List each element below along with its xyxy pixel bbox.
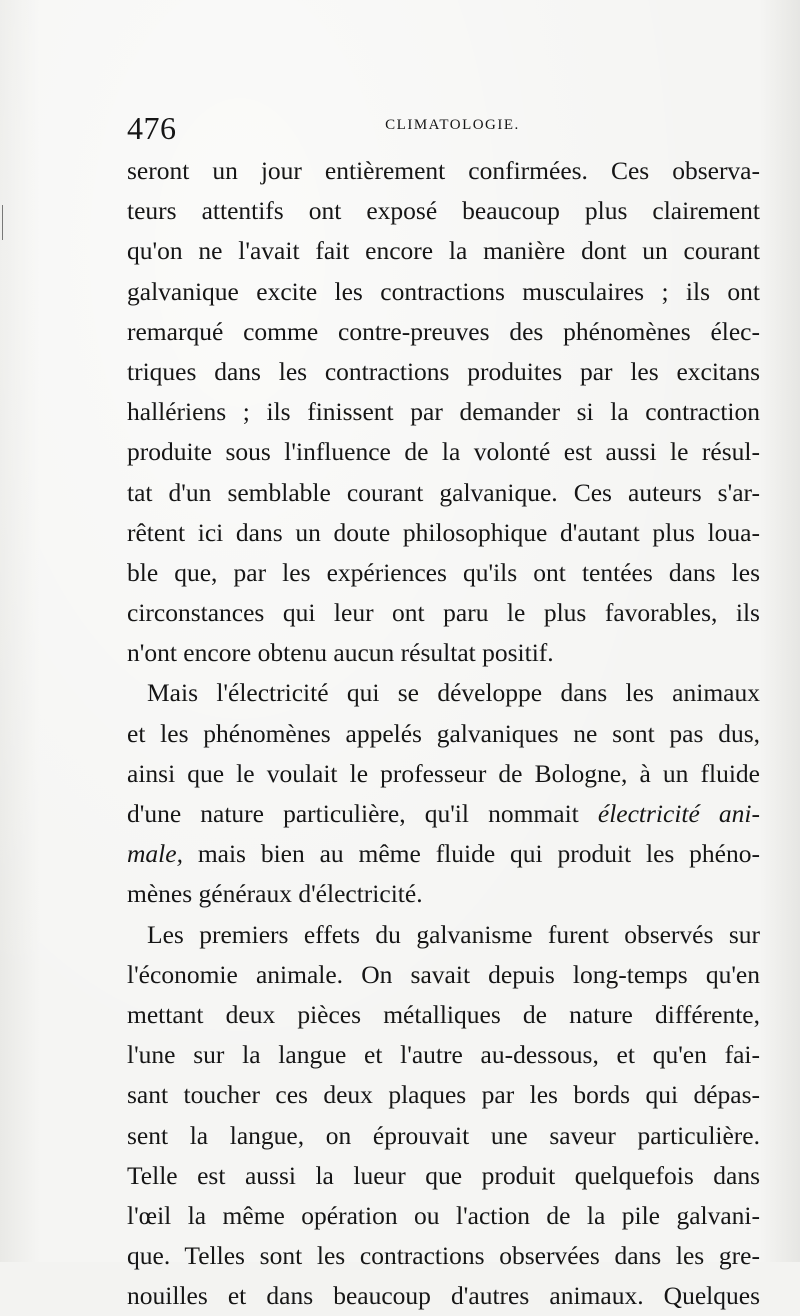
text-line: sant toucher ces deux plaques par les bords qui dépas-	[127, 1080, 760, 1110]
body-text	[127, 151, 760, 1316]
running-title: CLIMATOLOGIE.	[385, 117, 520, 133]
paragraph-first-line: Mais l'électricité qui se développe dans les animaux	[147, 678, 760, 708]
text-line: produite sous l'influence de la volonté est aussi le résul-	[127, 437, 760, 467]
text-line: tat d'un semblable courant galvanique. Ces auteurs s'ar-	[127, 477, 760, 507]
text-line: ainsi que le voulait le professeur de Bologne, à un fluide	[127, 758, 760, 788]
text-line: hallériens ; ils finissent par demander si la contraction	[127, 397, 760, 427]
text-line: circonstances qui leur ont paru le plus favorables, ils	[127, 598, 760, 628]
text-line: teurs attentifs ont exposé beaucoup plus clairement	[127, 196, 760, 226]
text-line: triques dans les contractions produites par les excitans	[127, 356, 760, 386]
text-line-with-italic	[127, 794, 760, 834]
text-line: remarqué comme contre-preuves des phénomènes élec-	[127, 316, 760, 346]
paragraph-first-line: Les premiers effets du galvanisme furent observés sur	[147, 919, 760, 949]
text-line: galvanique excite les contractions musculaires ; ils ont	[127, 276, 760, 306]
text-line: l'économie animale. On savait depuis long-temps qu'en	[127, 959, 760, 989]
text-run: d'une nature particulière, qu'il nommait	[127, 799, 579, 828]
italic-phrase: male,	[127, 839, 183, 869]
italic-phrase: électricité ani-	[597, 799, 761, 828]
text-line: Telle est aussi la lueur que produit quelquefois dans	[127, 1160, 760, 1190]
text-line: rêtent ici dans un doute philosophique d'autant plus loua-	[127, 517, 760, 547]
running-head	[127, 108, 760, 148]
text-line: ble que, par les expériences qu'ils ont tentées dans les	[127, 557, 760, 587]
text-line: l'une sur la langue et l'autre au-dessous, et qu'en fai-	[127, 1040, 760, 1070]
text-run: mais bien au même fluide qui produit les phéno-	[197, 839, 760, 869]
text-line: seront un jour entièrement confirmées. Ces observa-	[127, 156, 760, 185]
text-line: sent la langue, on éprouvait une saveur particulière.	[127, 1120, 760, 1150]
text-line-with-italic	[127, 834, 760, 874]
text-line: l'œil la même opération ou l'action de la pile galvani-	[127, 1200, 760, 1230]
text-line: que. Telles sont les contractions observées dans les gre-	[127, 1241, 760, 1271]
text-line: mettant deux pièces métalliques de nature différente,	[127, 999, 760, 1029]
text-line: n'ont encore obtenu aucun résultat positif.	[127, 638, 554, 668]
text-line: qu'on ne l'avait fait encore la manière dont un courant	[127, 236, 760, 266]
text-line: nouilles et dans beaucoup d'autres animaux. Quelques	[127, 1281, 760, 1311]
page-edge-mark	[2, 205, 3, 240]
page-number: 476	[127, 110, 177, 146]
text-line: et les phénomènes appelés galvaniques ne sont pas dus,	[127, 718, 760, 748]
text-line: mènes généraux d'électricité.	[127, 879, 423, 909]
